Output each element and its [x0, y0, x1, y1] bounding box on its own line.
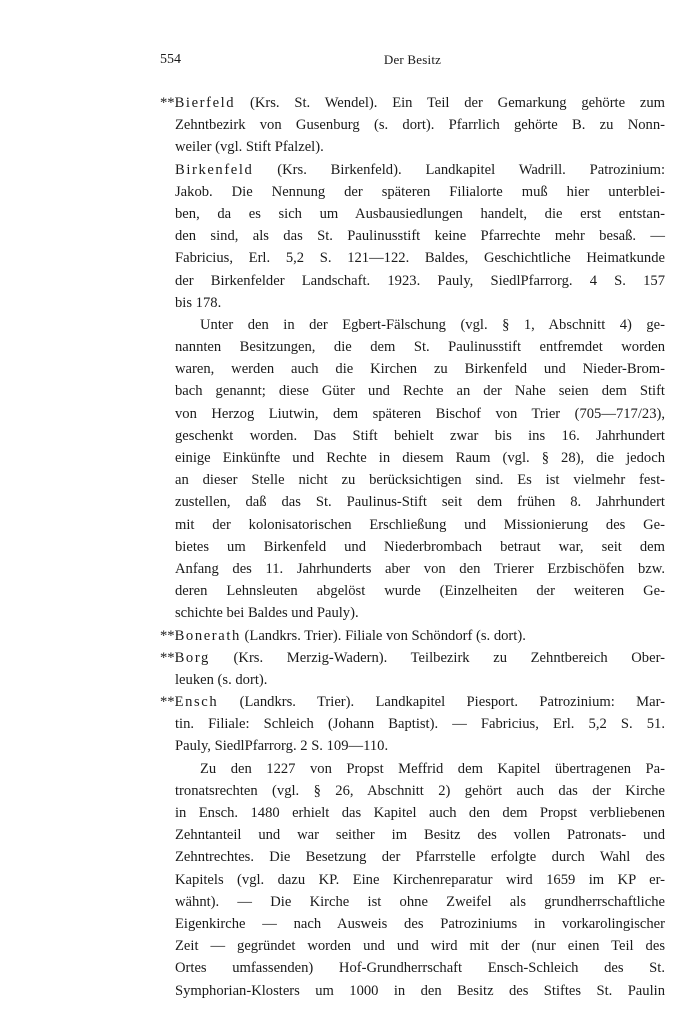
text-line	[160, 802, 665, 824]
text-segment: Anfang des 11. Jahrhunderts aber von den Trierer Erzbischöfen bzw.	[175, 560, 665, 577]
text-line	[160, 536, 665, 558]
text-line	[160, 358, 665, 380]
text-line	[160, 225, 665, 247]
text-line	[160, 558, 665, 580]
text-line	[160, 780, 665, 802]
text-segment: Symphorian-Klosters um 1000 in den Besitz des Stiftes St. Paulin	[175, 982, 665, 999]
text-line	[160, 824, 665, 846]
text-segment: an dieser Stelle nicht zu berücksichtigen sind. Es ist vielmehr fest-	[175, 472, 665, 489]
text-line	[160, 846, 665, 868]
text-segment: tronatsrechten (vgl. § 26, Abschnitt 2) gehört auch das der Kirche	[175, 782, 665, 799]
entry-place-name: Borg	[174, 649, 210, 666]
body-text	[160, 92, 665, 1002]
text-segment: bietes um Birkenfeld und Niederbrombach betraut war, seit dem	[175, 538, 665, 555]
text-line	[160, 602, 665, 624]
text-segment: **	[160, 627, 175, 644]
entry-place-name: Ensch	[174, 694, 219, 711]
text-line	[160, 935, 665, 957]
text-segment: einige Einkünfte und Rechte in diesem Raum (vgl. § 28), die jedoch	[175, 450, 665, 466]
text-line	[160, 136, 665, 158]
text-line	[160, 447, 665, 469]
text-line	[160, 980, 665, 1002]
text-segment: Unter den in der Egbert-Fälschung (vgl. § 1, Abschnitt 4) ge-	[200, 316, 665, 333]
text-line	[160, 336, 665, 358]
text-segment: geschenkt worden. Das Stift behielt zwar bis ins 16. Jahrhundert	[175, 427, 665, 444]
text-line	[160, 913, 665, 935]
text-line	[160, 425, 665, 447]
text-line	[160, 469, 665, 491]
text-segment: Fabricius, Erl. 5,2 S. 121—122. Baldes, Geschichtliche Heimatkunde	[175, 250, 665, 267]
text-segment: Kapitels (vgl. dazu KP. Eine Kirchenreparatur wird 1659 im KP er-	[175, 871, 665, 888]
text-segment: Zu den 1227 von Propst Meffrid dem Kapitel übertragenen Pa-	[200, 760, 665, 777]
text-segment: von Herzog Liutwin, dem späteren Bischof von Trier (705—717/23),	[175, 405, 665, 422]
text-segment: Zeit — gegründet worden und und wird mit der (nur einen Teil des	[175, 938, 665, 955]
text-line	[160, 114, 665, 136]
text-line	[160, 735, 665, 757]
text-line	[160, 203, 665, 225]
text-segment: nannten Besitzungen, die dem St. Paulinusstift entfremdet worden	[175, 339, 665, 356]
text-line	[160, 957, 665, 979]
text-segment: (Krs. Birkenfeld). Landkapitel Wadrill. Patrozinium:	[253, 161, 665, 178]
text-segment: (Krs. Merzig-Wadern). Teilbezirk zu Zehntbereich Ober-	[209, 649, 665, 666]
text-segment: ben, da es sich um Ausbausiedlungen handelt, die erst entstan-	[175, 205, 665, 222]
text-segment: in Ensch. 1480 erhielt das Kapitel auch den dem Propst verbliebenen	[175, 805, 665, 821]
entry-place-name: Bonerath	[174, 627, 241, 644]
running-title: Der Besitz	[383, 52, 442, 67]
text-line	[160, 491, 665, 513]
text-line	[160, 403, 665, 425]
text-segment: weiler (vgl. Stift Pfalzel).	[175, 139, 324, 156]
text-line	[160, 380, 665, 402]
text-segment: Jakob. Die Nennung der späteren Filialorte muß hier unterblei-	[175, 183, 665, 200]
text-segment: **	[160, 95, 175, 111]
text-line	[160, 691, 665, 713]
text-segment: mit der kolonisatorischen Erschließung und Missionierung des Ge-	[175, 516, 665, 533]
text-segment: schichte bei Baldes und Pauly).	[175, 605, 359, 622]
text-segment: bis 178.	[175, 294, 222, 311]
text-line	[160, 181, 665, 203]
text-line	[160, 314, 665, 336]
text-segment: deren Lehnsleuten abgelöst wurde (Einzelheiten der weiteren Ge-	[175, 583, 665, 600]
text-segment: leuken (s. dort).	[175, 671, 268, 688]
text-line	[160, 159, 665, 181]
page-header	[160, 52, 665, 72]
text-segment: der Birkenfelder Landschaft. 1923. Pauly, SiedlPfarrorg. 4 S. 157	[175, 272, 665, 289]
text-segment: Eigenkirche — nach Ausweis des Patroziniums in vorkarolingischer	[175, 915, 665, 932]
text-segment: Ortes umfassenden) Hof-Grundherrschaft Ensch-Schleich des St.	[175, 960, 665, 977]
text-segment: **	[160, 649, 175, 666]
text-segment: (Krs. St. Wendel). Ein Teil der Gemarkung gehörte zum	[235, 95, 665, 111]
text-segment: zustellen, daß das St. Paulinus-Stift seit dem frühen 8. Jahrhundert	[175, 494, 665, 511]
text-line	[160, 625, 665, 647]
text-line	[160, 292, 665, 314]
text-segment: wähnt). — Die Kirche ist ohne Zweifel als grundherrschaftliche	[175, 893, 665, 910]
text-line	[160, 647, 665, 669]
text-line	[160, 92, 665, 114]
text-segment: **	[160, 694, 175, 711]
text-line	[160, 580, 665, 602]
text-line	[160, 758, 665, 780]
text-line	[160, 869, 665, 891]
text-segment: Zehntbezirk von Gusenburg (s. dort). Pfarrlich gehörte B. zu Nonn-	[175, 117, 665, 134]
text-segment: (Landkrs. Trier). Landkapitel Piesport. Patrozinium: Mar-	[218, 694, 665, 711]
entry-place-name: Birkenfeld	[175, 161, 254, 178]
text-line	[160, 514, 665, 536]
text-segment: den sind, als das St. Paulinusstift keine Pfarrechte mehr besaß. —	[175, 228, 665, 245]
entry-place-name: Bierfeld	[174, 95, 236, 111]
text-segment: tin. Filiale: Schleich (Johann Baptist). — Fabricius, Erl. 5,2 S. 51.	[175, 716, 665, 733]
text-segment: bach genannt; diese Güter und Rechte an der Nahe seien dem Stift	[175, 383, 665, 400]
text-line	[160, 713, 665, 735]
text-segment: Zehntanteil und war seither im Besitz des vollen Patronats- und	[175, 827, 665, 844]
text-line	[160, 891, 665, 913]
page-number: 554	[160, 52, 181, 67]
text-line	[160, 247, 665, 269]
text-segment: (Landkrs. Trier). Filiale von Schöndorf (s. dort).	[240, 627, 526, 644]
text-segment: Pauly, SiedlPfarrorg. 2 S. 109—110.	[175, 738, 389, 755]
text-segment: waren, werden auch die Kirchen zu Birkenfeld und Nieder-Brom-	[175, 361, 665, 378]
text-line	[160, 669, 665, 691]
text-segment: Zehntrechtes. Die Besetzung der Pfarrstelle erfolgte durch Wahl des	[175, 849, 665, 866]
text-line	[160, 270, 665, 292]
